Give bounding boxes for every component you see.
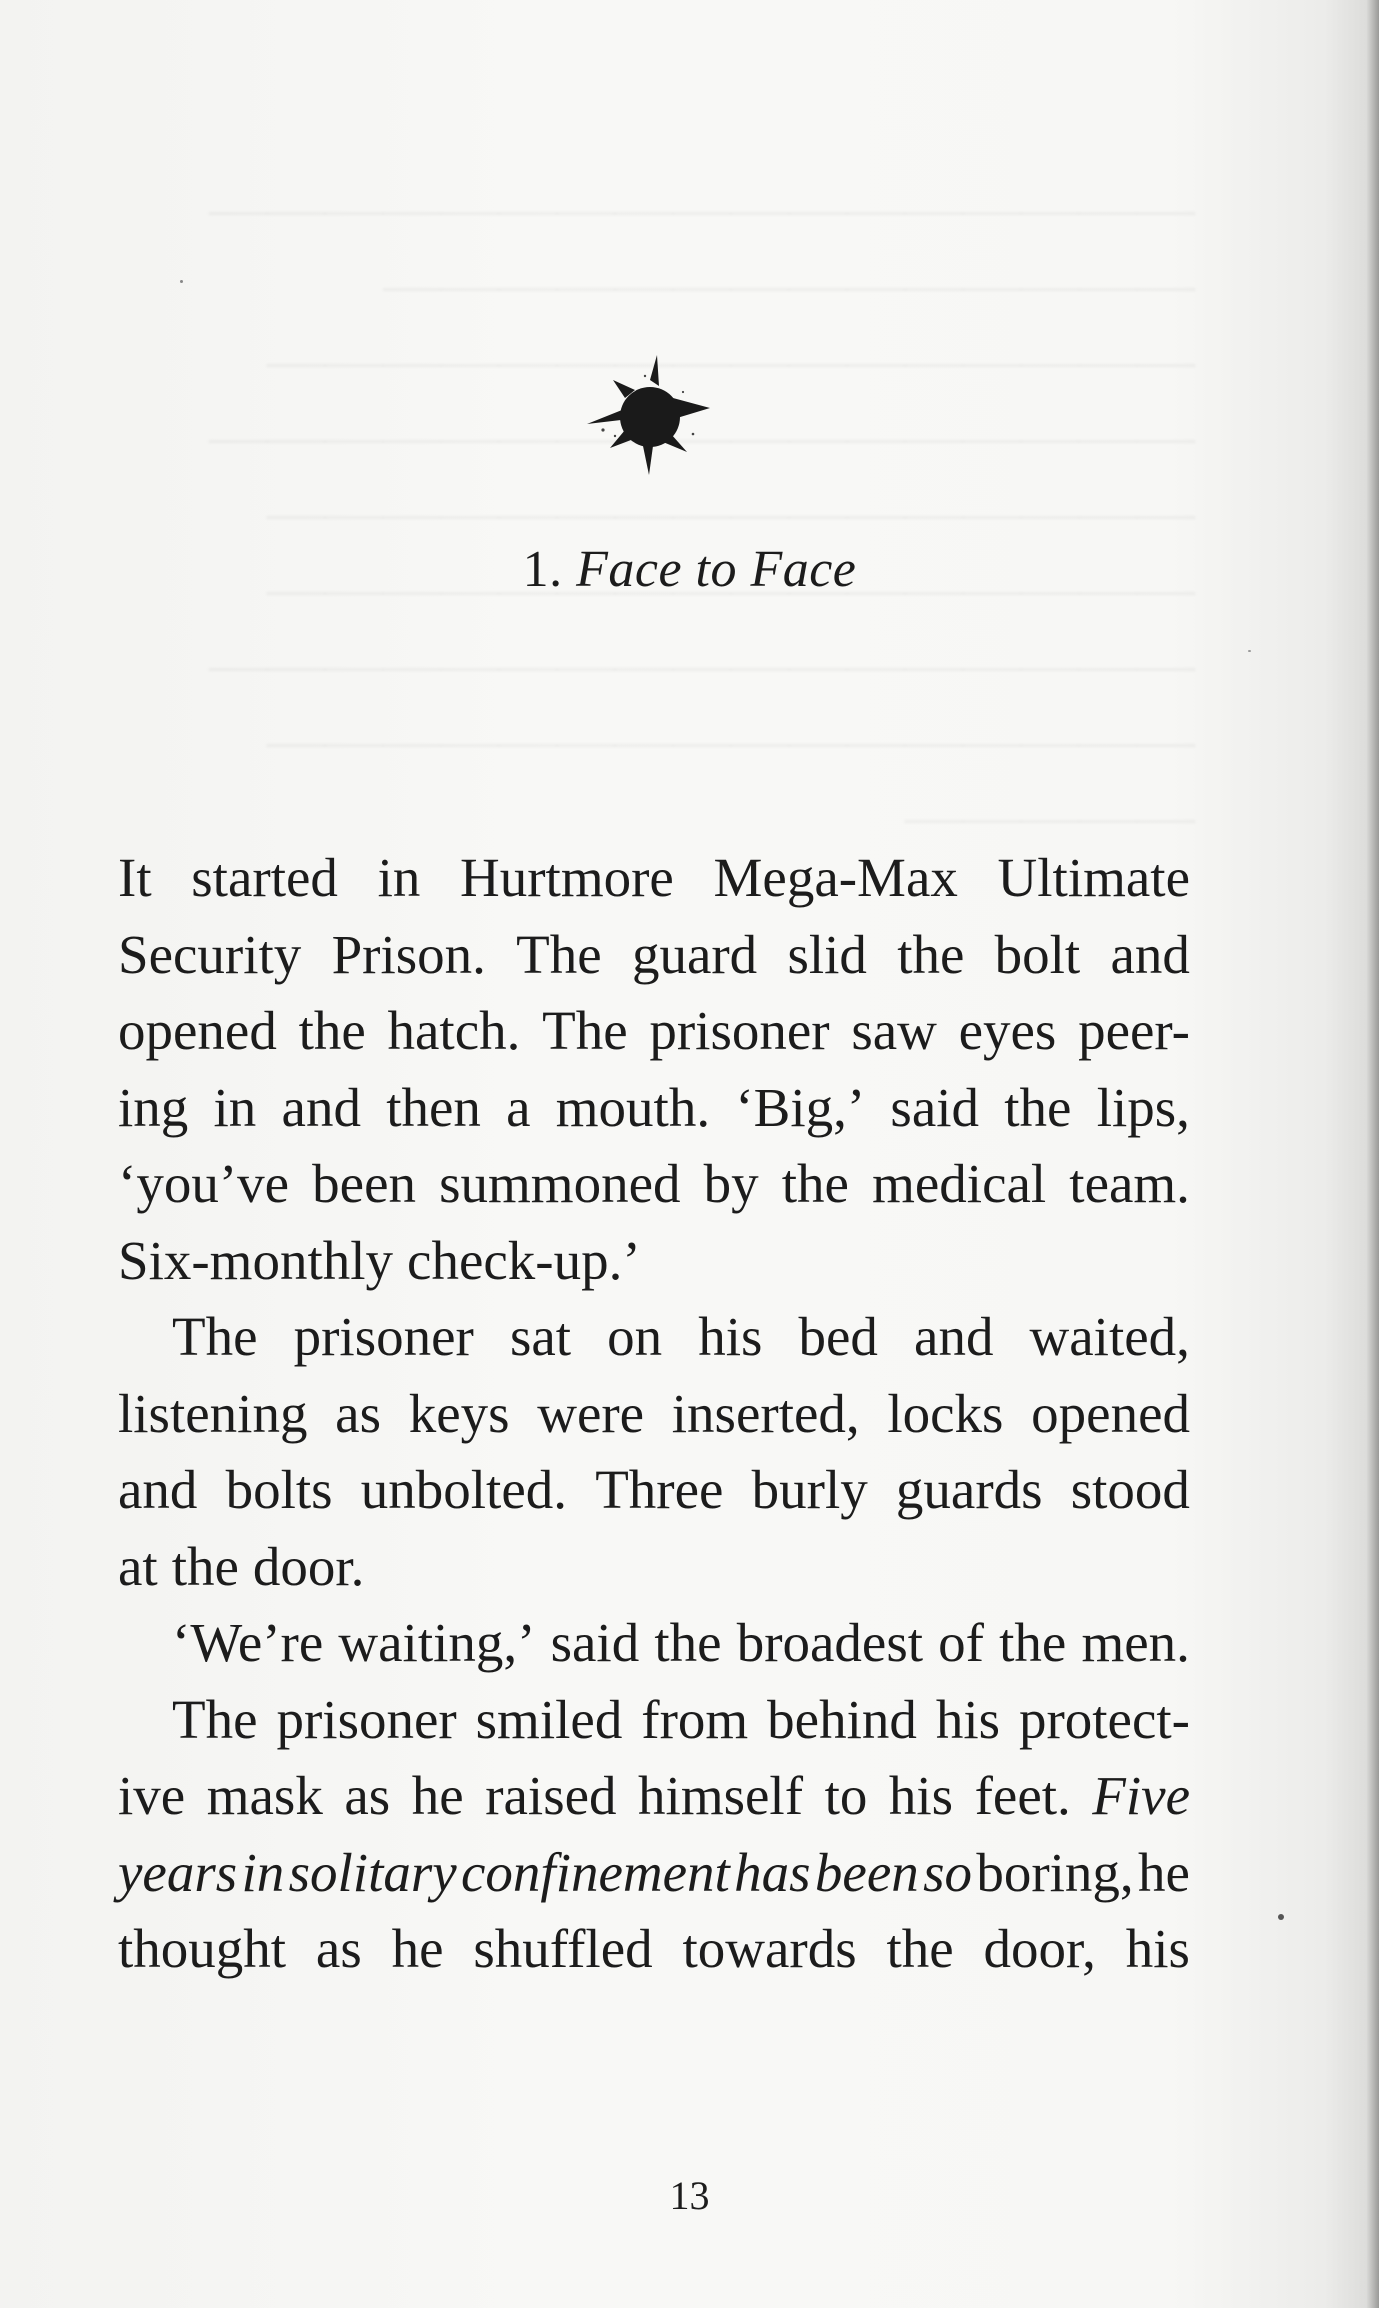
word: started	[191, 847, 338, 908]
word: has	[734, 1841, 811, 1903]
text-line	[118, 993, 1190, 1070]
word: medical	[872, 1153, 1047, 1214]
text-line	[118, 1529, 1190, 1606]
word: in	[213, 1076, 257, 1138]
word: the	[897, 923, 965, 985]
word: saw	[851, 1000, 937, 1061]
text-line	[118, 1605, 1190, 1682]
text-line	[118, 1911, 1190, 1988]
word: smiled	[475, 1688, 623, 1750]
word: Prison.	[331, 923, 486, 985]
word: It	[118, 847, 152, 908]
word: his	[1125, 1918, 1190, 1979]
word: slid	[787, 923, 867, 985]
word: team.	[1069, 1153, 1190, 1214]
word: ‘We’re	[172, 1612, 324, 1673]
word: by	[703, 1153, 759, 1214]
word: keys	[408, 1382, 510, 1444]
word: towards	[682, 1918, 857, 1979]
word: said	[550, 1612, 640, 1673]
word: stood	[1070, 1459, 1190, 1520]
word: inserted,	[671, 1382, 860, 1444]
word: ive	[118, 1765, 186, 1826]
word: waiting,’	[338, 1612, 536, 1673]
text-line	[118, 1223, 1190, 1300]
word: The	[172, 1688, 258, 1750]
word: confinement	[461, 1841, 730, 1903]
word: the	[298, 1000, 366, 1061]
word: mask	[206, 1765, 323, 1826]
word: raised	[485, 1765, 617, 1826]
word: door,	[983, 1918, 1096, 1979]
text-line	[118, 1146, 1190, 1223]
word: guards	[895, 1459, 1043, 1520]
word: prisoner	[649, 1000, 830, 1061]
word: peer-	[1078, 1000, 1190, 1061]
word: the	[654, 1612, 722, 1673]
word: listening	[118, 1382, 308, 1444]
word: bolts	[225, 1459, 333, 1520]
word: as	[335, 1382, 381, 1444]
word: and	[118, 1459, 198, 1520]
bullet-hole-icon	[575, 340, 725, 490]
body-text	[118, 840, 1190, 1988]
word: to	[824, 1765, 868, 1826]
word: summoned	[439, 1153, 681, 1214]
word: check-up.’	[407, 1229, 641, 1291]
chapter-name: Face to Face	[576, 541, 857, 598]
word: The	[542, 1000, 628, 1061]
word: prisoner	[293, 1306, 474, 1367]
word: years	[118, 1841, 238, 1903]
word: men.	[1081, 1612, 1190, 1673]
word: sat	[509, 1306, 572, 1367]
text-line	[118, 1299, 1190, 1376]
word: and	[914, 1306, 994, 1367]
word: Five	[1092, 1765, 1190, 1826]
word: Six-monthly	[118, 1229, 394, 1291]
word: guard	[631, 923, 758, 985]
word: lips,	[1096, 1076, 1190, 1138]
word: Ultimate	[997, 847, 1190, 908]
word: as	[344, 1765, 391, 1826]
word: on	[607, 1306, 663, 1367]
bleed-through-texture	[105, 170, 1195, 854]
word: opened	[1031, 1382, 1190, 1444]
text-line	[118, 1070, 1190, 1147]
word: been	[814, 1841, 919, 1903]
word: Hurtmore	[460, 847, 674, 908]
word: locks	[887, 1382, 1004, 1444]
word: as	[315, 1918, 362, 1979]
word: the	[1004, 1076, 1072, 1138]
word: been	[312, 1153, 416, 1214]
word: his	[698, 1306, 763, 1367]
word: behind	[767, 1688, 917, 1750]
word: the	[171, 1535, 239, 1597]
word: boring,	[976, 1841, 1134, 1903]
page-edge	[1367, 0, 1379, 2308]
text-line	[118, 1835, 1190, 1912]
word: The	[172, 1306, 258, 1367]
word: of	[938, 1612, 984, 1673]
word: ‘you’ve	[118, 1153, 290, 1214]
word: the	[781, 1153, 849, 1214]
word: bolt	[994, 923, 1081, 985]
word: and	[1110, 923, 1190, 985]
text-line	[118, 840, 1190, 917]
text-line	[118, 1376, 1190, 1453]
word: he	[411, 1765, 464, 1826]
word: himself	[638, 1765, 804, 1826]
word: ing	[118, 1076, 189, 1138]
word: opened	[118, 1000, 277, 1061]
page-number: 13	[669, 2173, 710, 2218]
text-line	[118, 917, 1190, 994]
word: so	[923, 1841, 972, 1903]
word: bed	[798, 1306, 878, 1367]
word: waited,	[1029, 1306, 1190, 1367]
chapter-number: 1.	[522, 541, 563, 598]
word: the	[999, 1612, 1067, 1673]
word: burly	[751, 1459, 868, 1520]
word: hatch.	[387, 1000, 521, 1061]
word: ‘Big,’	[735, 1076, 866, 1138]
word: Three	[595, 1459, 724, 1520]
word: in	[241, 1841, 285, 1903]
word: he	[391, 1918, 444, 1979]
word: at	[118, 1535, 158, 1597]
word: in	[377, 847, 421, 908]
word: the	[886, 1918, 954, 1979]
word: feet.	[974, 1765, 1071, 1826]
word: thought	[118, 1918, 287, 1979]
chapter-title	[0, 540, 1379, 599]
word: and	[281, 1076, 361, 1138]
word: broadest	[736, 1612, 924, 1673]
word: mouth.	[555, 1076, 711, 1138]
word: a	[506, 1076, 531, 1138]
word: said	[890, 1076, 980, 1138]
word: prisoner	[276, 1688, 457, 1750]
text-line	[118, 1452, 1190, 1529]
word: unbolted.	[360, 1459, 567, 1520]
text-line	[118, 1758, 1190, 1835]
text-line	[118, 1682, 1190, 1759]
word: he	[1138, 1841, 1190, 1903]
word: Security	[118, 923, 302, 985]
word: shuffled	[473, 1918, 653, 1979]
word: were	[537, 1382, 645, 1444]
word: protect-	[1018, 1688, 1190, 1750]
word: Mega-Max	[713, 847, 958, 908]
word: eyes	[958, 1000, 1057, 1061]
word: his	[935, 1688, 1000, 1750]
word: then	[386, 1076, 481, 1138]
word: solitary	[288, 1841, 457, 1903]
word: door.	[252, 1535, 365, 1597]
word: The	[516, 923, 602, 985]
word: his	[888, 1765, 954, 1826]
word: from	[641, 1688, 749, 1750]
